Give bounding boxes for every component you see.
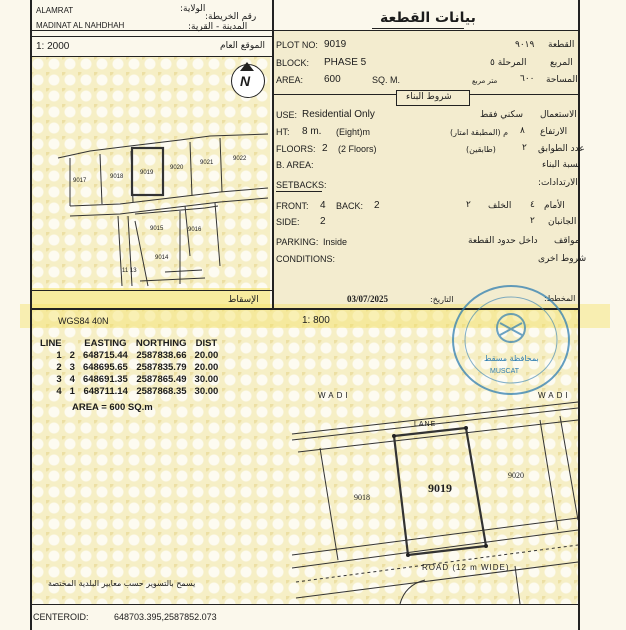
road-label: ROAD (12 m WIDE) bbox=[422, 563, 510, 572]
small-plot-9022: 9022 bbox=[233, 156, 247, 162]
lane-label: LANE bbox=[414, 421, 437, 428]
floors-words: (2 Floors) bbox=[338, 144, 377, 154]
date-label-ar: التاريخ: bbox=[430, 295, 454, 304]
setbacks-label: SETBACKS: bbox=[276, 180, 327, 190]
use-value-ar: سكني فقط bbox=[480, 110, 523, 120]
floors-label: FLOORS: bbox=[276, 144, 316, 154]
parking-value: Inside bbox=[323, 237, 348, 247]
plot-no-value: 9019 bbox=[324, 39, 347, 50]
coordinates-row: 1 2 648715.44 2587838.66 20.00 bbox=[56, 350, 219, 361]
back-label-ar: الخلف bbox=[488, 201, 512, 211]
stamp-text-ar: بمحافظة مسقط bbox=[484, 354, 539, 363]
use-value: Residential Only bbox=[302, 109, 375, 120]
map-number-label-ar: رقم الخريطة: bbox=[205, 12, 257, 22]
back-label: BACK: bbox=[336, 201, 364, 211]
plot-no-label: PLOT NO: bbox=[276, 40, 318, 50]
building-conditions-label: شروط البناء bbox=[406, 92, 452, 102]
main-scale: 1: 800 bbox=[302, 315, 330, 326]
alamrat-label: ALAMRAT bbox=[36, 6, 74, 15]
wadi-label-left: WADI bbox=[318, 391, 351, 400]
plot-data-title: بيانات القطعة bbox=[380, 10, 476, 26]
area-total: AREA = 600 SQ.m bbox=[72, 402, 153, 413]
front-value: 4 bbox=[320, 200, 326, 211]
front-value-ar: ٤ bbox=[530, 200, 535, 210]
small-plot-9019: 9019 bbox=[140, 170, 154, 176]
area-label-ar: المساحة bbox=[546, 75, 578, 85]
small-plot-9016: 9016 bbox=[188, 227, 202, 233]
back-value-ar: ٢ bbox=[466, 200, 471, 210]
small-plot-9017: 9017 bbox=[73, 178, 87, 184]
plot-details-area bbox=[272, 30, 578, 308]
stamp-text-en: MUSCAT bbox=[490, 368, 520, 375]
height-label-ar: الارتفاع bbox=[540, 127, 568, 137]
parking-value-ar: داخل حدود القطعة bbox=[468, 236, 538, 246]
small-plot-9014: 9014 bbox=[155, 255, 169, 261]
b-area-label-ar: نسبة البناء bbox=[542, 160, 581, 170]
height-words: (Eight)m bbox=[336, 127, 371, 137]
coordinates-row: 4 1 648711.14 2587868.35 30.00 bbox=[56, 386, 219, 397]
date-value: 03/07/2025 bbox=[347, 294, 389, 304]
floors-note-ar: (طابقين) bbox=[466, 145, 496, 154]
town-label-ar: المدينة - القرية: bbox=[188, 22, 248, 32]
setbacks-underline bbox=[276, 191, 322, 192]
height-value-ar: ٨ bbox=[520, 126, 525, 136]
use-label-ar: الاستعمال bbox=[540, 110, 577, 120]
block-value-ar: المرحلة ٥ bbox=[490, 58, 527, 68]
back-value: 2 bbox=[374, 200, 380, 211]
location-map-label-ar: الموقع العام bbox=[220, 41, 265, 51]
front-label: FRONT: bbox=[276, 201, 309, 211]
wadi-label-right: WADI bbox=[538, 391, 571, 400]
small-plot-9018: 9018 bbox=[110, 174, 124, 180]
floors-value: 2 bbox=[322, 143, 328, 154]
small-plot-9013: 11 13 bbox=[122, 268, 137, 274]
plot-no-value-ar: ٩٠١٩ bbox=[515, 40, 535, 50]
town-name: MADINAT AL NAHDHAH bbox=[36, 21, 125, 30]
b-area-label: B. AREA: bbox=[276, 160, 314, 170]
use-label: USE: bbox=[276, 110, 298, 120]
north-arrow-head-icon bbox=[240, 62, 254, 71]
right-plot-number: 9020 bbox=[508, 471, 524, 480]
front-label-ar: الأمام bbox=[544, 201, 565, 211]
conditions-label: CONDITIONS: bbox=[276, 254, 336, 264]
small-plot-9021: 9021 bbox=[200, 160, 214, 166]
footer-note-ar: يسمح بالتسوير حسب معايير البلدية المختصة bbox=[48, 579, 196, 588]
title-underline bbox=[372, 28, 464, 29]
coordinates-row: 3 4 648691.35 2587865.49 30.00 bbox=[56, 374, 219, 385]
area-value: 600 bbox=[324, 74, 341, 85]
centroid-value: 648703.395,2587852.073 bbox=[114, 612, 217, 622]
side-label-ar: الجانبان bbox=[548, 217, 577, 227]
coordinates-row: 2 3 648695.65 2587835.79 20.00 bbox=[56, 362, 219, 373]
north-label: N bbox=[240, 73, 251, 89]
side-value: 2 bbox=[320, 216, 326, 227]
planner-label-ar: المخطط: bbox=[544, 294, 576, 303]
block-label-ar: المربع bbox=[550, 58, 573, 68]
scale-top: 1: 2000 bbox=[36, 41, 70, 52]
small-plot-9020: 9020 bbox=[170, 165, 184, 171]
plot-no-label-ar: القطعة bbox=[548, 40, 575, 50]
block-label: BLOCK: bbox=[276, 58, 310, 68]
area-label: AREA: bbox=[276, 75, 304, 85]
setbacks-label-ar: الارتدادات: bbox=[538, 178, 578, 188]
site-plan-drawing bbox=[30, 380, 578, 604]
parking-label: PARKING: bbox=[276, 237, 319, 247]
coordinates-header-row: LINE EASTING NORTHING DIST bbox=[40, 338, 218, 349]
wilaya-label-ar: الولاية: bbox=[180, 4, 206, 14]
side-value-ar: ٢ bbox=[530, 216, 535, 226]
area-unit: SQ. M. bbox=[372, 75, 401, 85]
left-plot-number: 9018 bbox=[354, 493, 370, 502]
floors-value-ar: ٢ bbox=[522, 143, 527, 153]
main-plot-number: 9019 bbox=[428, 481, 452, 495]
block-value: PHASE 5 bbox=[324, 57, 367, 68]
centroid-label: CENTEROID: bbox=[33, 612, 89, 622]
conditions-label-ar: شروط اخرى bbox=[538, 254, 587, 264]
height-value: 8 m. bbox=[302, 126, 322, 137]
projection-label-ar: الإسقاط bbox=[228, 295, 259, 305]
floors-label-ar: عدد الطوابق bbox=[538, 144, 585, 154]
height-note-ar: م (المطبقة امتار) bbox=[450, 128, 509, 137]
side-label: SIDE: bbox=[276, 217, 300, 227]
area-unit-ar: متر مربع bbox=[472, 77, 498, 85]
height-label: HT: bbox=[276, 127, 290, 137]
datum-label: WGS84 40N bbox=[58, 316, 109, 326]
area-value-ar: ٦٠٠ bbox=[520, 74, 535, 84]
small-plot-9015: 9015 bbox=[150, 226, 164, 232]
parking-label-ar: مواقف bbox=[554, 236, 580, 246]
